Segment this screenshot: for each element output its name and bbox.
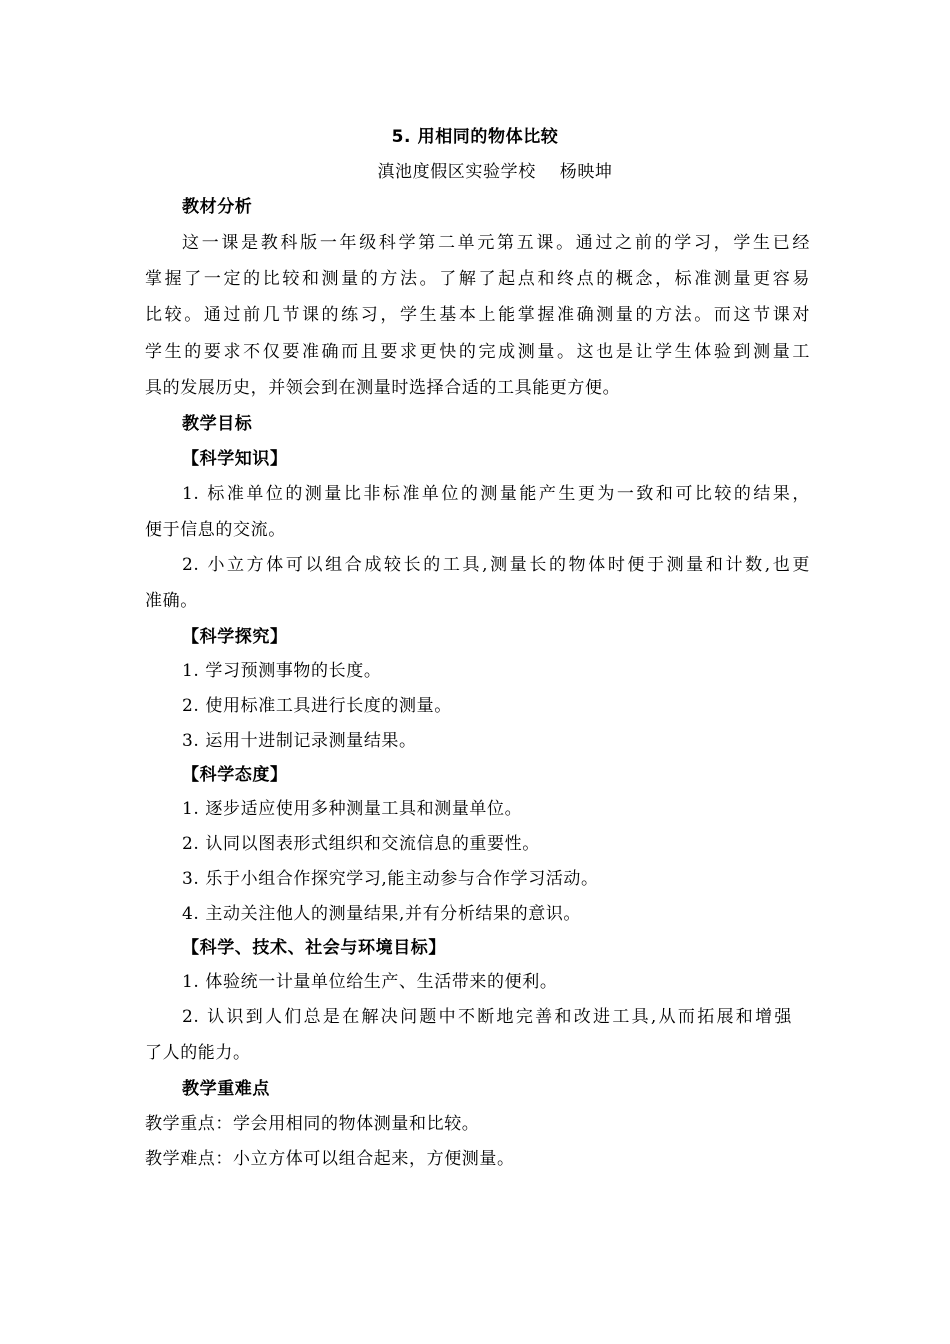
inquiry-item-3: 3. 运用十进制记录测量结果。 <box>182 731 417 751</box>
author-line <box>0 160 950 184</box>
knowledge-item-2: 2. 小立方体可以组合成较长的工具,测量长的物体时便于测量和计数,也更 <box>182 555 810 575</box>
attitude-item-2: 2. 认同以图表形式组织和交流信息的重要性。 <box>182 834 540 854</box>
knowledge-item-2-cont: 准确。 <box>145 591 198 611</box>
attitude-item-3: 3. 乐于小组合作探究学习,能主动参与合作学习活动。 <box>182 869 599 889</box>
analysis-heading: 教材分析 <box>182 197 253 217</box>
goals-heading: 教学目标 <box>182 414 253 434</box>
inquiry-item-2: 2. 使用标准工具进行长度的测量。 <box>182 696 452 716</box>
analysis-line-4: 学生的要求不仅要准确而且要求更快的完成测量。这也是让学生体验到测量工 <box>145 342 810 362</box>
attitude-item-4: 4. 主动关注他人的测量结果,并有分析结果的意识。 <box>182 904 582 924</box>
analysis-line-5: 具的发展历史，并领会到在测量时选择合适的工具能更方便。 <box>145 378 621 398</box>
difficult-point: 教学难点：小立方体可以组合起来，方便测量。 <box>145 1149 515 1169</box>
knowledge-item-1-cont: 便于信息的交流。 <box>145 520 286 540</box>
sts-heading: 【科学、技术、社会与环境目标】 <box>182 938 446 958</box>
analysis-line-1: 这一课是教科版一年级科学第二单元第五课。通过之前的学习，学生已经 <box>182 233 810 253</box>
sts-item-2: 2. 认识到人们总是在解决问题中不断地完善和改进工具,从而拓展和增强 <box>182 1007 792 1027</box>
analysis-line-3: 比较。通过前几节课的练习，学生基本上能掌握准确测量的方法。而这节课对 <box>145 305 810 325</box>
author-name: 杨映坤 <box>559 162 613 182</box>
knowledge-item-1: 1. 标准单位的测量比非标准单位的测量能产生更为一致和可比较的结果， <box>182 484 810 504</box>
sts-item-2-cont: 了人的能力。 <box>145 1043 251 1063</box>
analysis-line-2: 掌握了一定的比较和测量的方法。了解了起点和终点的概念，标准测量更容易 <box>145 269 810 289</box>
attitude-heading: 【科学态度】 <box>182 765 288 785</box>
sts-item-1: 1. 体验统一计量单位给生产、生活带来的便利。 <box>182 972 558 992</box>
inquiry-heading: 【科学探究】 <box>182 627 288 647</box>
key-heading: 教学重难点 <box>182 1079 270 1099</box>
key-point: 教学重点：学会用相同的物体测量和比较。 <box>145 1114 480 1134</box>
attitude-item-1: 1. 逐步适应使用多种测量工具和测量单位。 <box>182 799 523 819</box>
knowledge-heading: 【科学知识】 <box>182 449 288 469</box>
school-name: 滇池度假区实验学校 <box>377 162 536 182</box>
inquiry-item-1: 1. 学习预测事物的长度。 <box>182 661 382 681</box>
page-title: 5. 用相同的物体比较 <box>391 127 559 147</box>
